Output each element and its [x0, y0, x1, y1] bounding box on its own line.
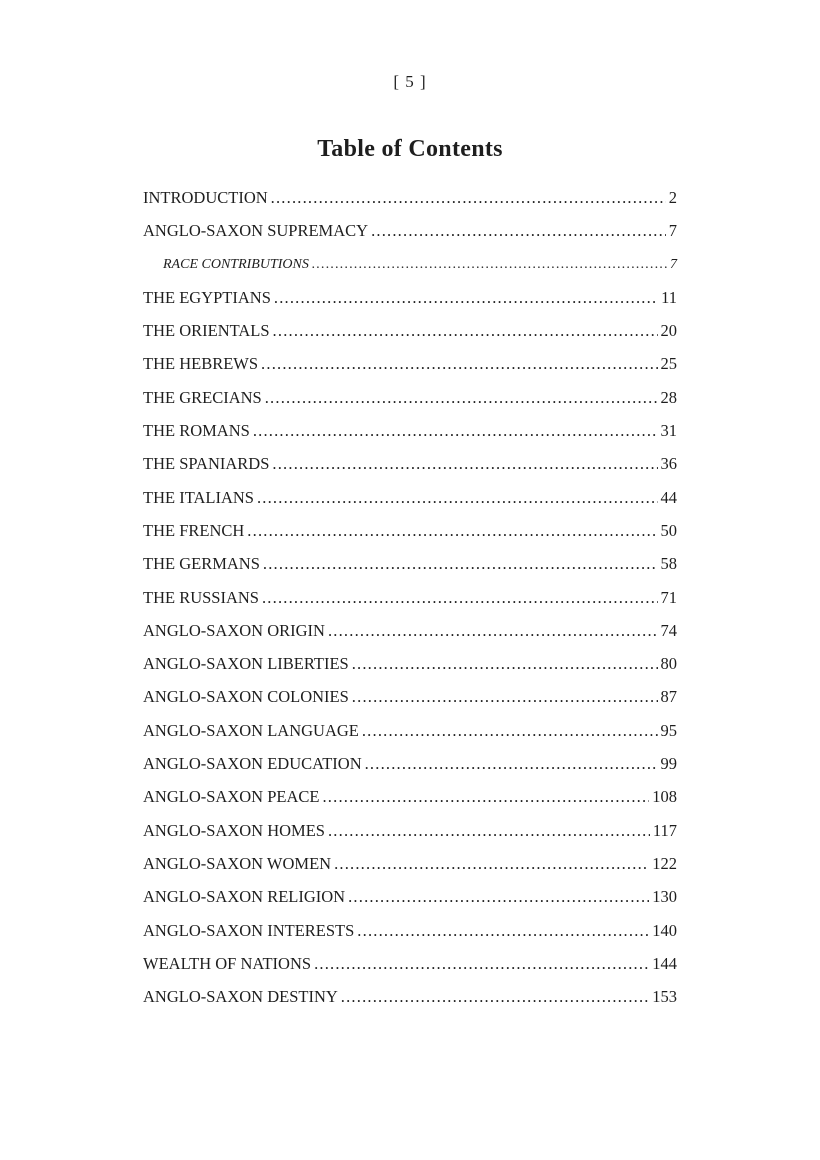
- dot-leader: [341, 980, 649, 1013]
- toc-entry-page: 140: [652, 920, 677, 940]
- toc-entry: [143, 414, 677, 447]
- dot-leader: [352, 647, 658, 680]
- toc-entry-title: ANGLO-SAXON LANGUAGE: [143, 720, 359, 740]
- toc-entry: [143, 381, 677, 414]
- toc-entry-page: 7: [670, 256, 677, 272]
- toc-entry-title: THE GERMANS: [143, 554, 260, 574]
- toc-entry-page: 87: [660, 687, 677, 707]
- toc-entry-page: 36: [660, 454, 677, 474]
- dot-leader: [274, 281, 658, 314]
- toc-entry: [143, 680, 677, 713]
- toc-entry-title: RACE CONTRIBUTIONS: [163, 256, 309, 272]
- toc-entry-page: 153: [652, 987, 677, 1007]
- toc-entry: [143, 947, 677, 980]
- dot-leader: [334, 847, 649, 880]
- toc-entry: [143, 181, 677, 214]
- toc-entry-title: THE ITALIANS: [143, 487, 254, 507]
- toc-entry-page: 80: [660, 654, 677, 674]
- toc-entry-page: 144: [652, 953, 677, 973]
- toc-entry: [143, 747, 677, 780]
- dot-leader: [263, 547, 658, 580]
- toc-entry: [143, 481, 677, 514]
- toc-entry-title: THE EGYPTIANS: [143, 287, 271, 307]
- toc-entry-title: THE ROMANS: [143, 421, 250, 441]
- toc-entry: [143, 814, 677, 847]
- page-number-header: [ 5 ]: [393, 72, 427, 91]
- toc-entry: [143, 547, 677, 580]
- toc-entry: [143, 914, 677, 947]
- toc-entry-title: ANGLO-SAXON LIBERTIES: [143, 654, 349, 674]
- toc-entry-title: THE RUSSIANS: [143, 587, 259, 607]
- toc-entry: [143, 347, 677, 380]
- toc-entry-title: ANGLO-SAXON ORIGIN: [143, 620, 325, 640]
- toc-entry: [143, 581, 677, 614]
- toc-entry-title: ANGLO-SAXON RELIGION: [143, 887, 346, 907]
- toc-list: [143, 181, 677, 1013]
- toc-entry-title: ANGLO-SAXON SUPREMACY: [143, 221, 369, 241]
- toc-entry-title: ANGLO-SAXON HOMES: [143, 820, 325, 840]
- toc-entry: [143, 847, 677, 880]
- toc-entry-page: 71: [660, 587, 677, 607]
- toc-entry: [143, 980, 677, 1013]
- dot-leader: [262, 581, 658, 614]
- toc-entry-page: 7: [668, 221, 677, 241]
- dot-leader: [247, 514, 657, 547]
- toc-entry-page: 2: [668, 188, 677, 207]
- toc-entry-title: ANGLO-SAXON WOMEN: [143, 853, 332, 873]
- toc-entry-title: INTRODUCTION: [143, 188, 268, 207]
- toc-entry: [143, 780, 677, 813]
- toc-entry-title: ANGLO-SAXON COLONIES: [143, 687, 349, 707]
- toc-entry-page: 108: [652, 787, 677, 807]
- toc-entry-page: 25: [660, 354, 677, 374]
- toc-entry-title: ANGLO-SAXON INTERESTS: [143, 920, 355, 940]
- toc-entry-page: 44: [660, 487, 677, 507]
- dot-leader: [362, 714, 658, 747]
- dot-leader: [314, 947, 649, 980]
- toc-entry: [143, 314, 677, 347]
- toc-entry: [143, 447, 677, 480]
- toc-entry-title: THE GRECIANS: [143, 387, 262, 407]
- dot-leader: [265, 381, 658, 414]
- toc-entry-page: 130: [652, 887, 677, 907]
- dot-leader: [272, 447, 657, 480]
- dot-leader: [257, 481, 658, 514]
- dot-leader: [271, 181, 666, 214]
- toc-entry-title: ANGLO-SAXON DESTINY: [143, 987, 338, 1007]
- toc-entry: [143, 514, 677, 547]
- toc-entry-page: 11: [661, 287, 677, 307]
- toc-entry: [143, 248, 677, 281]
- toc-entry-page: 99: [660, 754, 677, 774]
- dot-leader: [365, 747, 658, 780]
- toc-entry: [143, 647, 677, 680]
- toc-entry: [143, 880, 677, 913]
- page-title: Table of Contents: [317, 136, 503, 162]
- toc-entry-page: 95: [660, 720, 677, 740]
- dot-leader: [322, 780, 649, 813]
- dot-leader: [261, 347, 657, 380]
- dot-leader: [348, 880, 649, 913]
- toc-entry-page: 20: [660, 321, 677, 341]
- toc-entry-title: ANGLO-SAXON EDUCATION: [143, 754, 362, 774]
- toc-entry-page: 122: [652, 853, 677, 873]
- toc-entry-title: THE HEBREWS: [143, 354, 259, 374]
- toc-entry-page: 31: [660, 421, 677, 441]
- dot-leader: [328, 814, 650, 847]
- toc-entry-title: THE ORIENTALS: [143, 321, 270, 341]
- dot-leader: [328, 614, 658, 647]
- dot-leader: [273, 314, 658, 347]
- toc-entry-page: 50: [660, 520, 677, 540]
- dot-leader: [253, 414, 658, 447]
- dot-leader: [352, 680, 658, 713]
- toc-entry-title: WEALTH OF NATIONS: [143, 953, 312, 973]
- toc-entry-page: 58: [660, 554, 677, 574]
- toc-entry: [143, 214, 677, 247]
- toc-entry-page: 117: [652, 820, 677, 840]
- dot-leader: [312, 248, 667, 281]
- toc-entry-title: THE FRENCH: [143, 520, 245, 540]
- toc-entry: [143, 714, 677, 747]
- toc-entry: [143, 281, 677, 314]
- toc-entry-title: ANGLO-SAXON PEACE: [143, 787, 320, 807]
- toc-entry-title: THE SPANIARDS: [143, 454, 270, 474]
- toc-entry-page: 28: [660, 387, 677, 407]
- dot-leader: [371, 214, 666, 247]
- dot-leader: [357, 914, 649, 947]
- toc-entry: [143, 614, 677, 647]
- toc-entry-page: 74: [660, 620, 677, 640]
